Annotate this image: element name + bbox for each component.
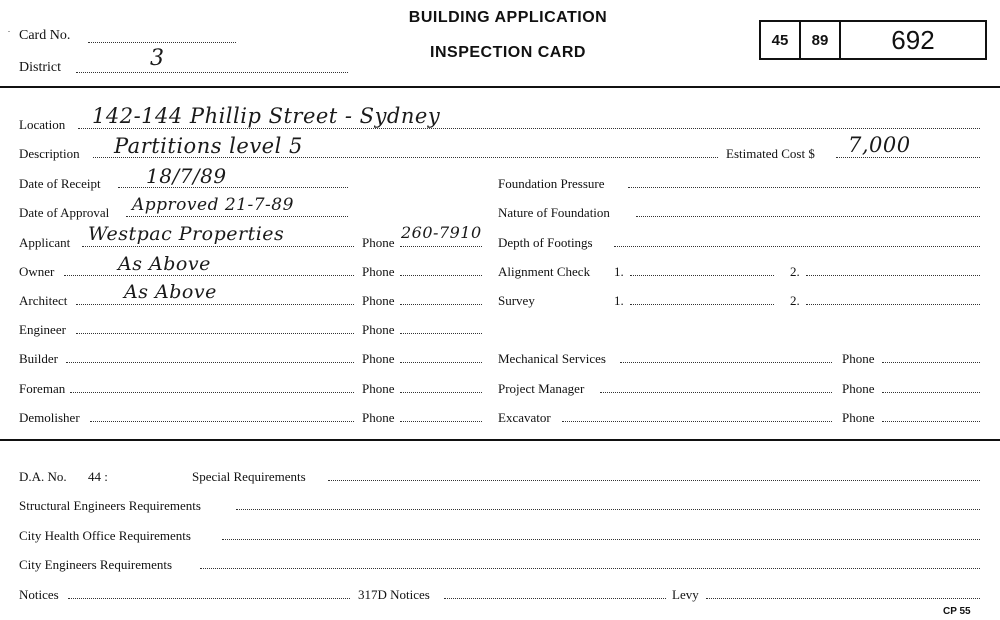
city-health-label: City Health Office Requirements bbox=[19, 528, 191, 543]
form-code: CP 55 bbox=[943, 606, 971, 617]
project-manager-phone-label: Phone bbox=[842, 381, 875, 396]
applicant-phone-label: Phone bbox=[362, 235, 395, 250]
excavator-field[interactable] bbox=[562, 421, 832, 422]
alignment-check-1-field[interactable] bbox=[630, 275, 774, 276]
builder-phone-field[interactable] bbox=[400, 362, 482, 363]
builder-phone-label: Phone bbox=[362, 351, 395, 366]
estimated-cost-label: Estimated Cost $ bbox=[726, 146, 815, 161]
excavator-phone-label: Phone bbox=[842, 410, 875, 425]
project-manager-label: Project Manager bbox=[498, 381, 585, 396]
notices-317d-label: 317D Notices bbox=[358, 587, 430, 602]
foreman-field[interactable] bbox=[70, 392, 354, 393]
date-approval-field[interactable] bbox=[126, 216, 348, 217]
location-value: 142-144 Phillip Street - Sydney bbox=[92, 104, 441, 128]
description-label: Description bbox=[19, 146, 80, 161]
description-value: Partitions level 5 bbox=[114, 134, 303, 158]
city-health-field[interactable] bbox=[222, 539, 980, 540]
form-title-line2: INSPECTION CARD bbox=[430, 44, 586, 61]
details-divider bbox=[0, 439, 1000, 441]
district-field[interactable] bbox=[76, 72, 348, 73]
city-engineers-field[interactable] bbox=[200, 568, 980, 569]
demolisher-field[interactable] bbox=[90, 421, 354, 422]
date-approval-label: Date of Approval bbox=[19, 205, 110, 220]
alignment-check-2-field[interactable] bbox=[806, 275, 980, 276]
demolisher-phone-field[interactable] bbox=[400, 421, 482, 422]
builder-label: Builder bbox=[19, 351, 58, 366]
engineer-phone-label: Phone bbox=[362, 322, 395, 337]
architect-phone-label: Phone bbox=[362, 293, 395, 308]
form-title-line1: BUILDING APPLICATION bbox=[408, 9, 608, 26]
district-value: 3 bbox=[150, 46, 165, 71]
da-no-value: 44 : bbox=[88, 469, 108, 484]
special-requirements-label: Special Requirements bbox=[192, 469, 306, 484]
demolisher-phone-label: Phone bbox=[362, 410, 395, 425]
header-divider bbox=[0, 86, 1000, 88]
applicant-phone-value: 260-7910 bbox=[401, 223, 482, 242]
levy-field[interactable] bbox=[706, 598, 980, 599]
structural-engineers-field[interactable] bbox=[236, 509, 980, 510]
notices-field[interactable] bbox=[68, 598, 350, 599]
da-no-label: D.A. No. bbox=[19, 469, 67, 484]
district-label: District bbox=[19, 60, 61, 75]
depth-footings-label: Depth of Footings bbox=[498, 235, 593, 250]
applicant-phone-field[interactable] bbox=[400, 246, 482, 247]
notices-317d-field[interactable] bbox=[444, 598, 666, 599]
ref-box-b: 89 bbox=[799, 20, 841, 60]
city-engineers-label: City Engineers Requirements bbox=[19, 557, 173, 572]
mechanical-services-field[interactable] bbox=[620, 362, 832, 363]
foreman-label: Foreman bbox=[19, 381, 66, 396]
architect-label: Architect bbox=[19, 293, 68, 308]
excavator-phone-field[interactable] bbox=[882, 421, 980, 422]
margin-mark: . bbox=[8, 25, 10, 34]
mechanical-phone-label: Phone bbox=[842, 351, 875, 366]
foreman-phone-label: Phone bbox=[362, 381, 395, 396]
date-receipt-label: Date of Receipt bbox=[19, 176, 101, 191]
survey-2-label: 2. bbox=[790, 293, 800, 308]
engineer-field[interactable] bbox=[76, 333, 354, 334]
alignment-check-1-label: 1. bbox=[614, 264, 624, 279]
estimated-cost-field[interactable] bbox=[836, 157, 980, 158]
survey-1-field[interactable] bbox=[630, 304, 774, 305]
engineer-phone-field[interactable] bbox=[400, 333, 482, 334]
applicant-field[interactable] bbox=[82, 246, 354, 247]
excavator-label: Excavator bbox=[498, 410, 551, 425]
owner-value: As Above bbox=[118, 253, 211, 275]
date-approval-value: Approved 21-7-89 bbox=[132, 195, 294, 215]
survey-1-label: 1. bbox=[614, 293, 624, 308]
mechanical-phone-field[interactable] bbox=[882, 362, 980, 363]
engineer-label: Engineer bbox=[19, 322, 66, 337]
owner-phone-field[interactable] bbox=[400, 275, 482, 276]
foundation-pressure-field[interactable] bbox=[628, 187, 980, 188]
survey-2-field[interactable] bbox=[806, 304, 980, 305]
project-manager-phone-field[interactable] bbox=[882, 392, 980, 393]
ref-box-number: 692 bbox=[839, 20, 987, 60]
card-no-label: Card No. bbox=[19, 28, 71, 43]
architect-value: As Above bbox=[124, 281, 217, 303]
builder-field[interactable] bbox=[66, 362, 354, 363]
notices-label: Notices bbox=[19, 587, 59, 602]
nature-foundation-label: Nature of Foundation bbox=[498, 205, 610, 220]
owner-label: Owner bbox=[19, 264, 55, 279]
applicant-label: Applicant bbox=[19, 235, 71, 250]
demolisher-label: Demolisher bbox=[19, 410, 80, 425]
architect-field[interactable] bbox=[76, 304, 354, 305]
ref-box-a: 45 bbox=[759, 20, 801, 60]
levy-label: Levy bbox=[672, 587, 699, 602]
nature-foundation-field[interactable] bbox=[636, 216, 980, 217]
special-requirements-field[interactable] bbox=[328, 480, 980, 481]
survey-label: Survey bbox=[498, 293, 535, 308]
alignment-check-label: Alignment Check bbox=[498, 264, 591, 279]
mechanical-services-label: Mechanical Services bbox=[498, 351, 606, 366]
depth-footings-field[interactable] bbox=[614, 246, 980, 247]
location-label: Location bbox=[19, 117, 66, 132]
card-no-field[interactable] bbox=[88, 42, 236, 43]
owner-field[interactable] bbox=[64, 275, 354, 276]
project-manager-field[interactable] bbox=[600, 392, 832, 393]
estimated-cost-value: 7,000 bbox=[848, 133, 911, 157]
alignment-check-2-label: 2. bbox=[790, 264, 800, 279]
structural-engineers-label: Structural Engineers Requirements bbox=[19, 498, 201, 513]
foreman-phone-field[interactable] bbox=[400, 392, 482, 393]
architect-phone-field[interactable] bbox=[400, 304, 482, 305]
location-field[interactable] bbox=[78, 128, 980, 129]
applicant-value: Westpac Properties bbox=[88, 223, 285, 245]
owner-phone-label: Phone bbox=[362, 264, 395, 279]
foundation-pressure-label: Foundation Pressure bbox=[498, 176, 605, 191]
date-receipt-value: 18/7/89 bbox=[146, 164, 227, 188]
